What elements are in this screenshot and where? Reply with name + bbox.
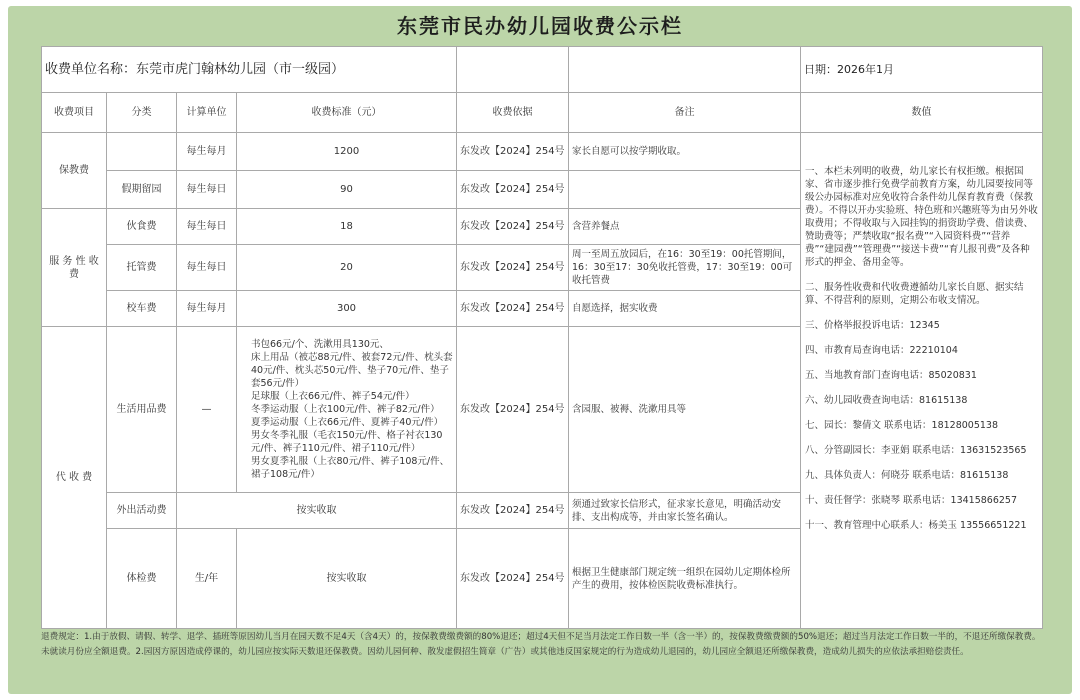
row-unit: 每生每日 (177, 171, 237, 209)
note-3: 三、价格举报投诉电话：12345 (805, 320, 940, 331)
supply-item: 冬季运动服（上衣100元/件、裤子82元/件） (251, 404, 440, 415)
row-remark: 家长自愿可以按学期收取。 (569, 133, 801, 171)
row-remark: 自愿选择，据实收费 (569, 291, 801, 327)
row-unit: 生/年 (177, 529, 237, 629)
note-1: 一、本栏未列明的收费，幼儿家长有权拒缴。根据国家、省市逐步推行免费学前教育方案，幼儿园要按同等级公办园标准对应免收符合条件幼儿保育教育费（保教费）。不得以开办实验班、特色班和兴趣班等为由另外收取费用；不得收取与入园挂钩的捐资助学费、借读费、赞助费等；严禁收取“报名费”“入园资料费”“营养费”“建园费”“管理费”“接送卡费”“育儿报刊费”及各种形式的押金、备用金等。 (805, 166, 1038, 268)
header-category: 分类 (107, 93, 177, 133)
row-unit: 每生每日 (177, 245, 237, 291)
header-notes: 数值 (801, 93, 1043, 133)
row-category: 生活用品费 (107, 327, 177, 493)
row-remark: 根据卫生健康部门规定统一组织在园幼儿定期体检所产生的费用，按体检医院收费标准执行。 (569, 529, 801, 629)
row-basis: 东发改【2024】254号 (457, 493, 569, 529)
group-collected-fee: 代 收 费 (42, 327, 107, 629)
header-fee-item: 收费项目 (42, 93, 107, 133)
row-remark: 须通过致家长信形式，征求家长意见，明确活动安排、支出构成等，并由家长签名确认。 (569, 493, 801, 529)
header-unit: 计算单位 (177, 93, 237, 133)
table-row (42, 133, 1043, 171)
row-standard: 1200 (237, 133, 457, 171)
row-category: 伙食费 (107, 209, 177, 245)
row-basis: 东发改【2024】254号 (457, 133, 569, 171)
date-label: 日期：2026年1月 (801, 47, 1043, 93)
row-unit: 每生每月 (177, 291, 237, 327)
row-category: 校车费 (107, 291, 177, 327)
row-basis: 东发改【2024】254号 (457, 529, 569, 629)
header-basis: 收费依据 (457, 93, 569, 133)
row-remark: 含园服、被褥、洗漱用具等 (569, 327, 801, 493)
note-11: 十一、教育管理中心联系人：杨美玉 13556651221 (805, 520, 1027, 531)
notice-board (8, 6, 1072, 694)
supply-item: 男女冬季礼服（毛衣150元/件、格子衬衣130元/件、裤子110元/件、裙子110元/件） (251, 430, 443, 454)
row-standard: 按实收取 (237, 529, 457, 629)
note-2: 二、服务性收费和代收费遵循幼儿家长自愿、据实结算、不得营利的原则，定期公布收支情况。 (805, 282, 1024, 306)
supply-item: 床上用品（被芯88元/件、被套72元/件、枕头套40元/件、枕头芯50元/件、垫子70元/件、垫子套56元/件） (251, 352, 453, 389)
row-category (107, 133, 177, 171)
header-standard: 收费标准（元） (237, 93, 457, 133)
row-basis: 东发改【2024】254号 (457, 209, 569, 245)
row-category: 体检费 (107, 529, 177, 629)
row-standard: 18 (237, 209, 457, 245)
supply-item: 书包66元/个、洗漱用具130元、 (251, 339, 389, 350)
notes-panel (801, 133, 1043, 629)
row-basis: 东发改【2024】254号 (457, 327, 569, 493)
supply-item: 夏季运动服（上衣66元/件、夏裤子40元/件） (251, 417, 444, 428)
header-remark: 备注 (569, 93, 801, 133)
row-unit: 每生每月 (177, 133, 237, 171)
row-basis: 东发改【2024】254号 (457, 291, 569, 327)
row-remark (569, 171, 801, 209)
group-service-fee: 服 务 性 收 费 (42, 209, 107, 327)
row-category: 托管费 (107, 245, 177, 291)
row-standard: 20 (237, 245, 457, 291)
row-remark: 周一至周五放园后，在16：30至19：00托管期间，16：30至17：30免收托管费，17：30至19：00可收托管费 (569, 245, 801, 291)
row-standard: 90 (237, 171, 457, 209)
fee-table-panel (41, 46, 1042, 628)
row-standard: 按实收取 (177, 493, 457, 529)
group-tuition: 保教费 (42, 133, 107, 209)
note-7: 七、园长：黎倩文 联系电话：18128005138 (805, 420, 999, 431)
row-category: 假期留园 (107, 171, 177, 209)
refund-rules: 退费规定：1.由于放假、请假、转学、退学、插班等原因幼儿当月在园天数不足4天（含4天）的，按保教费缴费额的80%退还；超过4天但不足当月法定工作日数一半（含一半）的，按保教费缴费额的50%退还；超过当月法定工作日数一半的，不退还所缴保教费。未就读月份应全额退费。2.园因方原因造成停课的，幼儿园应按实际天数退还保教费。因幼儿园何种、散发虚假招生简章（广告）或其他违反国家规定的行为造成幼儿退园的，幼儿园应全额退还所缴保教费，造成幼儿损失的应依法承担赔偿责任。 (41, 632, 1041, 657)
note-8: 八、分管副园长：李亚娟 联系电话：13631523565 (805, 445, 1027, 456)
board-title: 东莞市民办幼儿园收费公示栏 (397, 14, 683, 38)
note-5: 五、当地教育部门查询电话：85020831 (805, 370, 977, 381)
row-category: 外出活动费 (107, 493, 177, 529)
row-unit: 每生每日 (177, 209, 237, 245)
row-unit: — (177, 327, 237, 493)
supply-item: 男女夏季礼服（上衣80元/件、裤子108元/件、裙子108元/件） (251, 456, 450, 480)
row-remark: 含营养餐点 (569, 209, 801, 245)
row-basis: 东发改【2024】254号 (457, 245, 569, 291)
supplies-list (237, 327, 457, 493)
fee-table (41, 46, 1043, 629)
row-basis: 东发改【2024】254号 (457, 171, 569, 209)
fee-unit-name: 收费单位名称：东莞市虎门翰林幼儿园（市一级园） (42, 47, 457, 93)
note-6: 六、幼儿园收费查询电话：81615138 (805, 395, 968, 406)
note-10: 十、责任督学：张晓琴 联系电话：13415866257 (805, 495, 1018, 506)
note-4: 四、市教育局查询电话：22210104 (805, 345, 958, 356)
note-9: 九、具体负责人：何晓芬 联系电话：81615138 (805, 470, 1009, 481)
supply-item: 足球服（上衣66元/件、裤子54元/件） (251, 391, 415, 402)
row-standard: 300 (237, 291, 457, 327)
